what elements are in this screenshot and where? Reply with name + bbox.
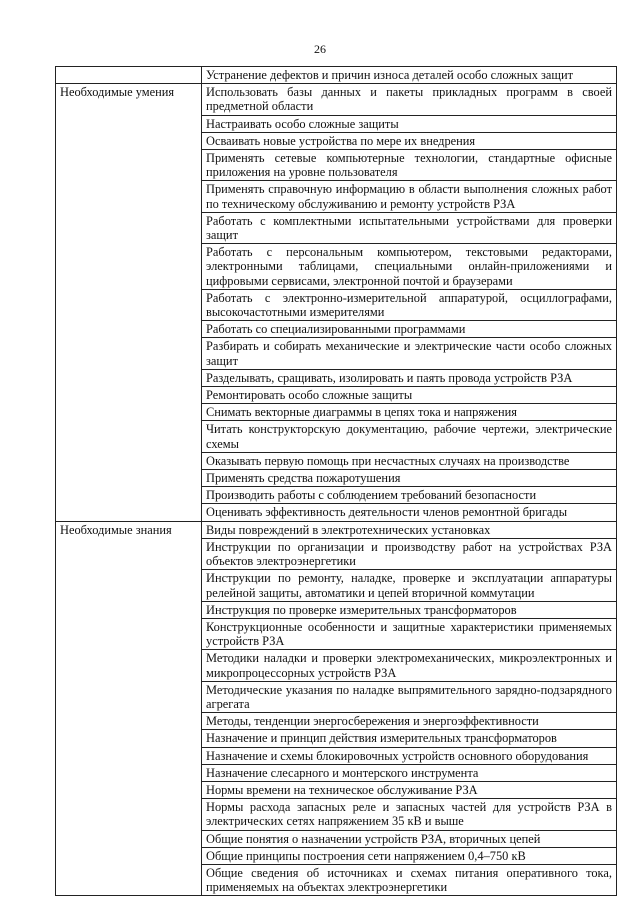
row-text: Инструкция по проверке измерительных трансформаторов — [202, 601, 617, 618]
row-text: Ремонтировать особо сложные защиты — [202, 387, 617, 404]
row-text: Производить работы с соблюдением требований безопасности — [202, 487, 617, 504]
row-text: Инструкции по организации и производству работ на устройствах РЗА объектов электроэнергетики — [202, 538, 617, 569]
row-text: Применять средства пожаротушения — [202, 470, 617, 487]
row-text: Оказывать первую помощь при несчастных случаях на производстве — [202, 452, 617, 469]
section-label-knowledge: Необходимые знания — [56, 521, 202, 896]
row-text: Конструкционные особенности и защитные характеристики применяемых устройств РЗА — [202, 618, 617, 649]
row-text: Назначение слесарного и монтерского инструмента — [202, 764, 617, 781]
row-text: Применять справочную информацию в области выполнения сложных работ по техническому обслуживанию и ремонту устройств РЗА — [202, 181, 617, 212]
row-text: Назначение и принцип действия измерительных трансформаторов — [202, 730, 617, 747]
page-number: 26 — [314, 42, 326, 56]
row-text: Настраивать особо сложные защиты — [202, 115, 617, 132]
row-text: Использовать базы данных и пакеты прикладных программ в своей предметной области — [202, 84, 617, 115]
row-text: Читать конструкторскую документацию, рабочие чертежи, электрические схемы — [202, 421, 617, 452]
table-row — [56, 67, 617, 84]
row-text: Инструкции по ремонту, наладке, проверке и эксплуатации аппаратуры релейной защиты, автоматики и цепей вторичной коммутации — [202, 570, 617, 601]
row-text: Работать со специализированными программами — [202, 321, 617, 338]
row-text: Осваивать новые устройства по мере их внедрения — [202, 132, 617, 149]
row-text: Нормы времени на техническое обслуживание РЗА — [202, 781, 617, 798]
row-text: Назначение и схемы блокировочных устройств основного оборудования — [202, 747, 617, 764]
row-label — [56, 67, 202, 84]
section-label-skills: Необходимые умения — [56, 84, 202, 521]
row-text: Работать с электронно-измерительной аппаратурой, осциллографами, высокочастотными измерителями — [202, 289, 617, 320]
row-text: Работать с комплектными испытательными устройствами для проверки защит — [202, 212, 617, 243]
row-text: Устранение дефектов и причин износа деталей особо сложных защит — [202, 67, 617, 84]
requirements-table — [55, 66, 617, 896]
row-text: Применять сетевые компьютерные технологии, стандартные офисные приложения на уровне пользователя — [202, 150, 617, 181]
row-text: Оценивать эффективность деятельности членов ремонтной бригады — [202, 504, 617, 521]
row-text: Методики наладки и проверки электромеханических, микроэлектронных и микропроцессорных устройств РЗА — [202, 650, 617, 681]
row-text: Разделывать, сращивать, изолировать и паять провода устройств РЗА — [202, 369, 617, 386]
row-text: Общие сведения об источниках и схемах питания оперативного тока, применяемых на объектах электроэнергетики — [202, 864, 617, 895]
row-text: Методы, тенденции энергосбережения и энергоэффективности — [202, 713, 617, 730]
row-text: Методические указания по наладке выпрямительного зарядно-подзарядного агрегата — [202, 681, 617, 712]
row-text: Работать с персональным компьютером, текстовыми редакторами, электронными таблицами, специальными онлайн-приложениями и цифровыми сервисами, электронной почтой и браузерами — [202, 244, 617, 290]
table-row — [56, 84, 617, 115]
row-text: Снимать векторные диаграммы в цепях тока и напряжения — [202, 404, 617, 421]
row-text: Нормы расхода запасных реле и запасных частей для устройств РЗА в электрических сетях напряжением 35 кВ и выше — [202, 799, 617, 830]
row-text: Общие принципы построения сети напряжением 0,4–750 кВ — [202, 847, 617, 864]
table-row — [56, 521, 617, 538]
row-text: Виды повреждений в электротехнических установках — [202, 521, 617, 538]
row-text: Общие понятия о назначении устройств РЗА, вторичных цепей — [202, 830, 617, 847]
row-text: Разбирать и собирать механические и электрические части особо сложных защит — [202, 338, 617, 369]
